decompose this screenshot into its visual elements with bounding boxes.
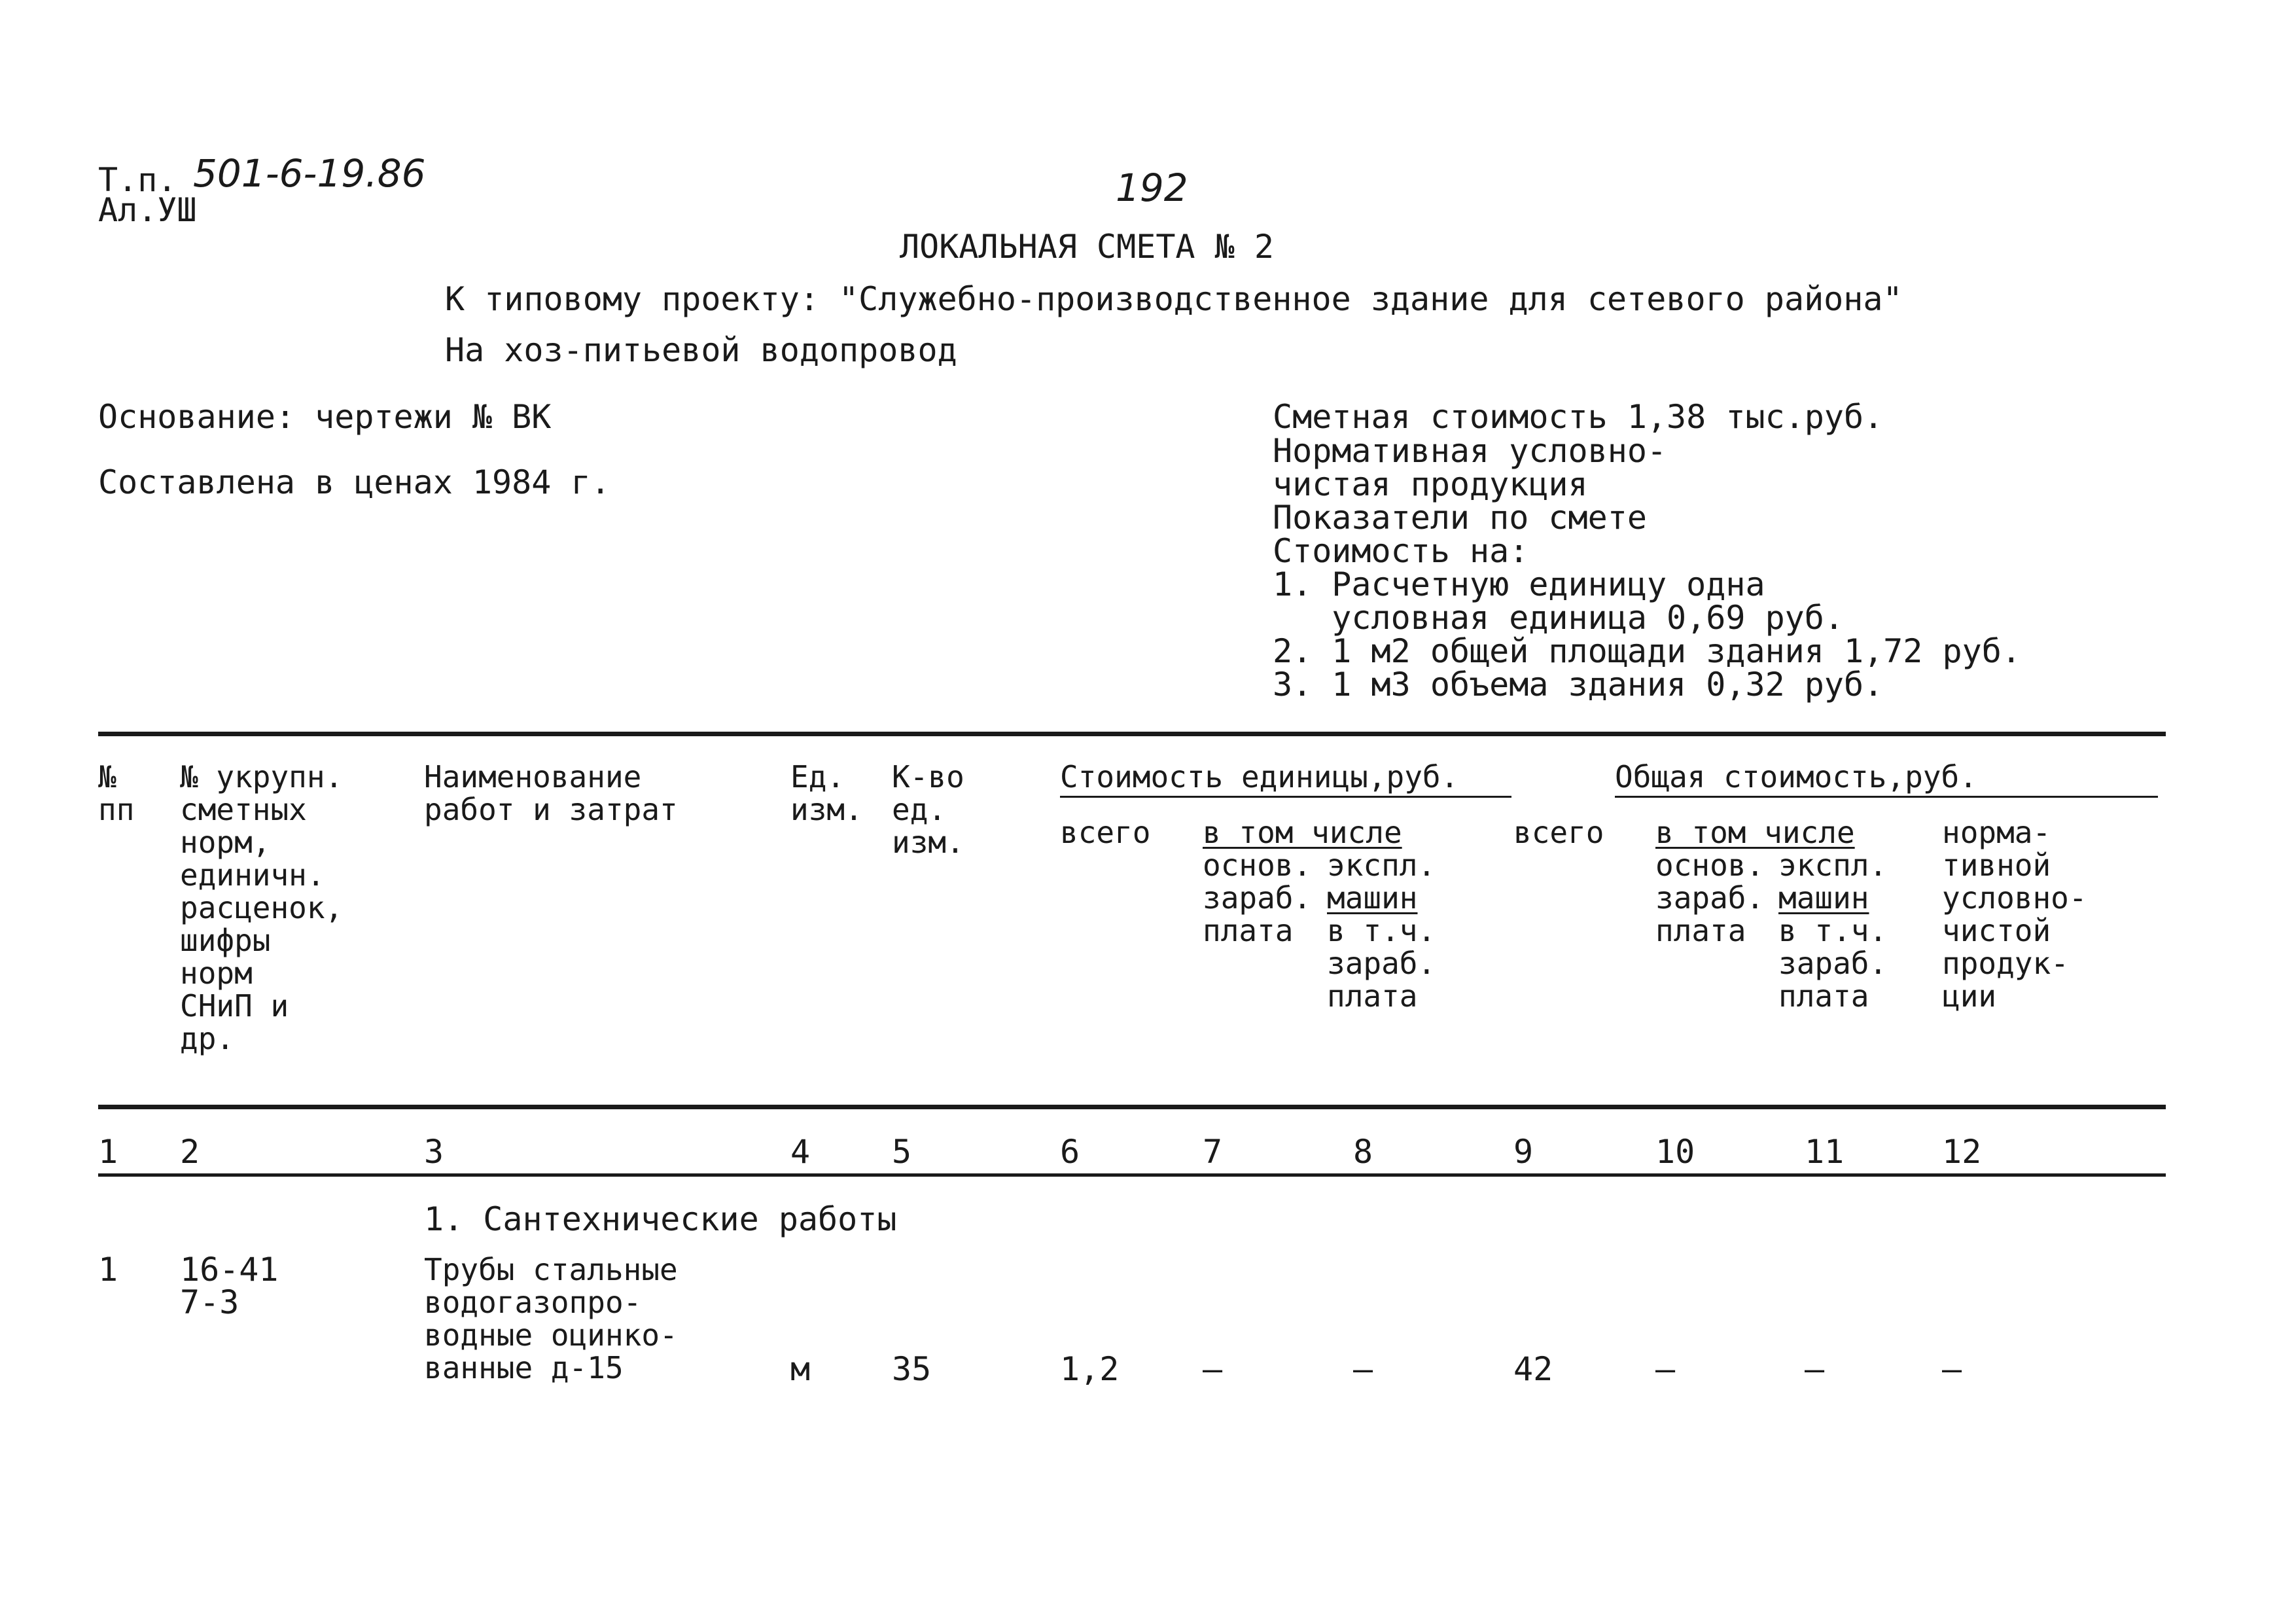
header-total-including: в том числе	[1655, 815, 1855, 850]
basis-line: Основание: чертежи № ВК	[98, 398, 552, 436]
document-purpose: На хоз-питьевой водопровод	[445, 331, 957, 369]
row-unit-wage: –	[1203, 1350, 1223, 1388]
row-name: ванные д-15	[424, 1350, 624, 1385]
header-unit: Ед.	[790, 759, 845, 794]
header-unit: изм.	[790, 792, 863, 827]
summary-line: условная единица 0,69 руб.	[1273, 599, 1844, 637]
row-name: водогазопро-	[424, 1285, 642, 1320]
doc-prefix: Т.п.	[98, 161, 177, 199]
unit-cost-group-rule	[1060, 796, 1511, 798]
header-total-incl-wage: плата	[1778, 978, 1869, 1014]
header-unit-total: всего	[1060, 815, 1151, 850]
header-total-total: всего	[1513, 815, 1604, 850]
summary-line: Нормативная условно-	[1273, 432, 1667, 470]
column-number: 4	[790, 1133, 811, 1171]
document-subtitle: К типовому проекту: "Служебно-производственное здание для сетевого района"	[445, 280, 1903, 318]
header-normative-line: чистой	[1942, 913, 2051, 948]
header-qty: ед.	[892, 792, 947, 827]
header-unit-basic-wage: зараб.	[1203, 880, 1312, 916]
header-normative-line: тивной	[1942, 847, 2051, 883]
header-norms-line: норм,	[180, 825, 271, 860]
row-qty: 35	[892, 1350, 932, 1388]
section-title: 1. Сантехнические работы	[424, 1200, 897, 1238]
header-name: работ и затрат	[424, 792, 678, 827]
prices-line: Составлена в ценах 1984 г.	[98, 463, 610, 501]
column-number: 3	[424, 1133, 444, 1171]
header-normative-line: продук-	[1942, 946, 2069, 981]
row-code: 16-41	[180, 1251, 279, 1289]
summary-line: чистая продукция	[1273, 465, 1588, 503]
header-norms-line: единичн.	[180, 857, 325, 893]
column-number: 10	[1655, 1133, 1695, 1171]
header-unit-machine: машин	[1327, 880, 1418, 916]
header-total-incl-wage: в т.ч.	[1778, 913, 1888, 948]
row-total: 42	[1513, 1350, 1553, 1388]
row-normative: –	[1942, 1350, 1962, 1388]
summary-line: Показатели по смете	[1273, 499, 1647, 537]
summary-line: Стоимость на:	[1273, 532, 1529, 570]
project-code: 501-6-19.86	[193, 151, 426, 196]
row-total-machine: –	[1805, 1350, 1825, 1388]
header-qty: изм.	[892, 825, 964, 860]
summary-line: 1. Расчетную единицу одна	[1273, 565, 1765, 603]
summary-line: Сметная стоимость 1,38 тыс.руб.	[1273, 398, 1884, 436]
header-norms-line: сметных	[180, 792, 307, 827]
column-numbers-rule	[98, 1173, 2166, 1177]
column-number: 12	[1942, 1133, 1982, 1171]
row-name: Трубы стальные	[424, 1252, 678, 1287]
table-top-rule	[98, 732, 2166, 736]
row-num: 1	[98, 1251, 118, 1289]
header-total-basic-wage: плата	[1655, 913, 1746, 948]
column-number: 6	[1060, 1133, 1080, 1171]
header-unit-incl-wage: плата	[1327, 978, 1418, 1014]
header-total-cost-group: Общая стоимость,руб.	[1615, 759, 1977, 794]
row-unit: м	[790, 1350, 811, 1388]
header-unit-basic-wage: основ.	[1203, 847, 1312, 883]
header-norms-line: др.	[180, 1021, 235, 1056]
document-title: ЛОКАЛЬНАЯ СМЕТА № 2	[900, 228, 1274, 266]
header-normative-line: норма-	[1942, 815, 2051, 850]
column-number: 1	[98, 1133, 118, 1171]
summary-line: 2. 1 м2 общей площади здания 1,72 руб.	[1273, 632, 2021, 670]
row-unit-total: 1,2	[1060, 1350, 1120, 1388]
header-num: №	[98, 759, 116, 794]
header-norms-line: норм	[180, 955, 253, 991]
header-normative-line: ции	[1942, 978, 1997, 1014]
row-total-wage: –	[1655, 1350, 1676, 1388]
header-norms-line: СНиП и	[180, 988, 289, 1024]
album-label: Ал.УШ	[98, 191, 197, 229]
column-number: 5	[892, 1133, 912, 1171]
header-total-basic-wage: зараб.	[1655, 880, 1765, 916]
header-unit-incl-wage: в т.ч.	[1327, 913, 1436, 948]
row-code: 7-3	[180, 1283, 239, 1321]
header-normative-line: условно-	[1942, 880, 2087, 916]
column-number: 9	[1513, 1133, 1534, 1171]
header-total-incl-wage: зараб.	[1778, 946, 1888, 981]
column-number: 7	[1203, 1133, 1223, 1171]
header-unit-machine: экспл.	[1327, 847, 1436, 883]
row-unit-machine: –	[1353, 1350, 1373, 1388]
row-name: водные оцинко-	[424, 1317, 678, 1353]
header-unit-cost-group: Стоимость единицы,руб.	[1060, 759, 1459, 794]
header-norms-line: № укрупн.	[180, 759, 344, 794]
header-num: пп	[98, 792, 135, 827]
column-number: 11	[1805, 1133, 1845, 1171]
header-total-machine: машин	[1778, 880, 1869, 916]
header-unit-including: в том числе	[1203, 815, 1402, 850]
header-name: Наименование	[424, 759, 642, 794]
column-number: 2	[180, 1133, 200, 1171]
total-cost-group-rule	[1615, 796, 2158, 798]
header-norms-line: шифры	[180, 923, 271, 958]
header-bottom-rule	[98, 1105, 2166, 1109]
header-norms-line: расценок,	[180, 890, 344, 925]
header-unit-incl-wage: зараб.	[1327, 946, 1436, 981]
column-number: 8	[1353, 1133, 1373, 1171]
page-number: 192	[1116, 166, 1188, 210]
summary-line: 3. 1 м3 объема здания 0,32 руб.	[1273, 666, 1884, 704]
header-unit-basic-wage: плата	[1203, 913, 1294, 948]
header-total-basic-wage: основ.	[1655, 847, 1765, 883]
header-qty: К-во	[892, 759, 964, 794]
header-total-machine: экспл.	[1778, 847, 1888, 883]
